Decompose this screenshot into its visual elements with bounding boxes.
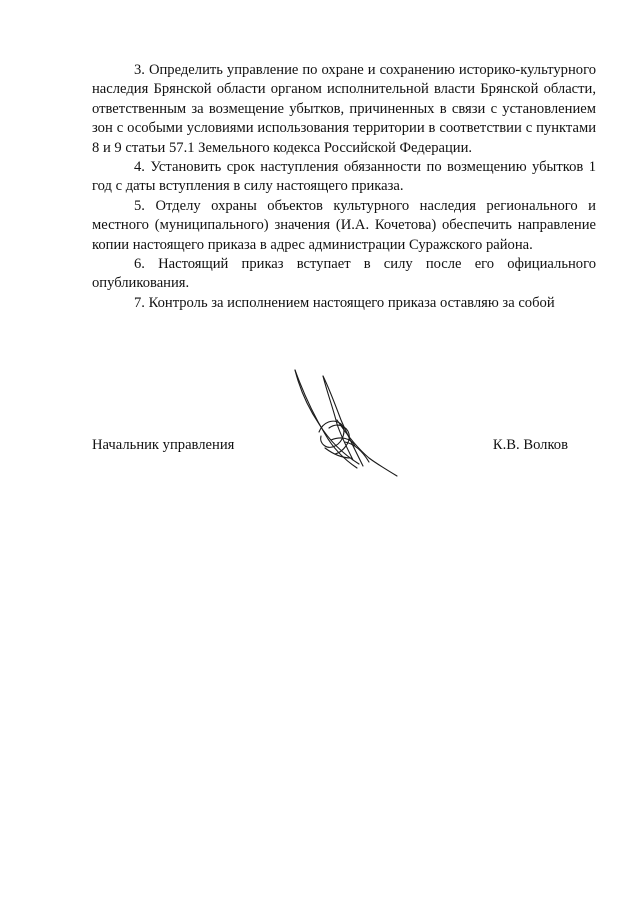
paragraph-7: 7. Контроль за исполнением настоящего приказа оставляю за собой bbox=[134, 294, 555, 311]
handwritten-signature bbox=[285, 362, 410, 487]
paragraph-6: 6. Настоящий приказ вступает в силу после его официального опубликования. bbox=[92, 256, 596, 292]
paragraph-5: 5. Отделу охраны объектов культурного наследия регионального и местного (муниципального) значения (И.А. Кочетова) обеспечить направление копии настоящего приказа в адрес администрации Суражского района. bbox=[92, 197, 596, 253]
paragraph-4: 4. Установить срок наступления обязанности по возмещению убытков 1 год с даты вступления в силу настоящего приказа. bbox=[92, 159, 596, 195]
paragraph-3: 3. Определить управление по охране и сохранению историко-культурного наследия Брянской области органом исполнительной власти Брянской области, ответственным за возмещение убытков, причиненных в связи с установлением зон с особыми условиями использования территории в соответствии с пунктами 8 и 9 статьи 57.1 Земельного кодекса Российской Федерации. bbox=[92, 62, 596, 156]
signatory-name: К.В. Волков bbox=[492, 437, 568, 453]
order-body bbox=[92, 61, 596, 313]
signatory-position: Начальник управления bbox=[92, 437, 235, 453]
